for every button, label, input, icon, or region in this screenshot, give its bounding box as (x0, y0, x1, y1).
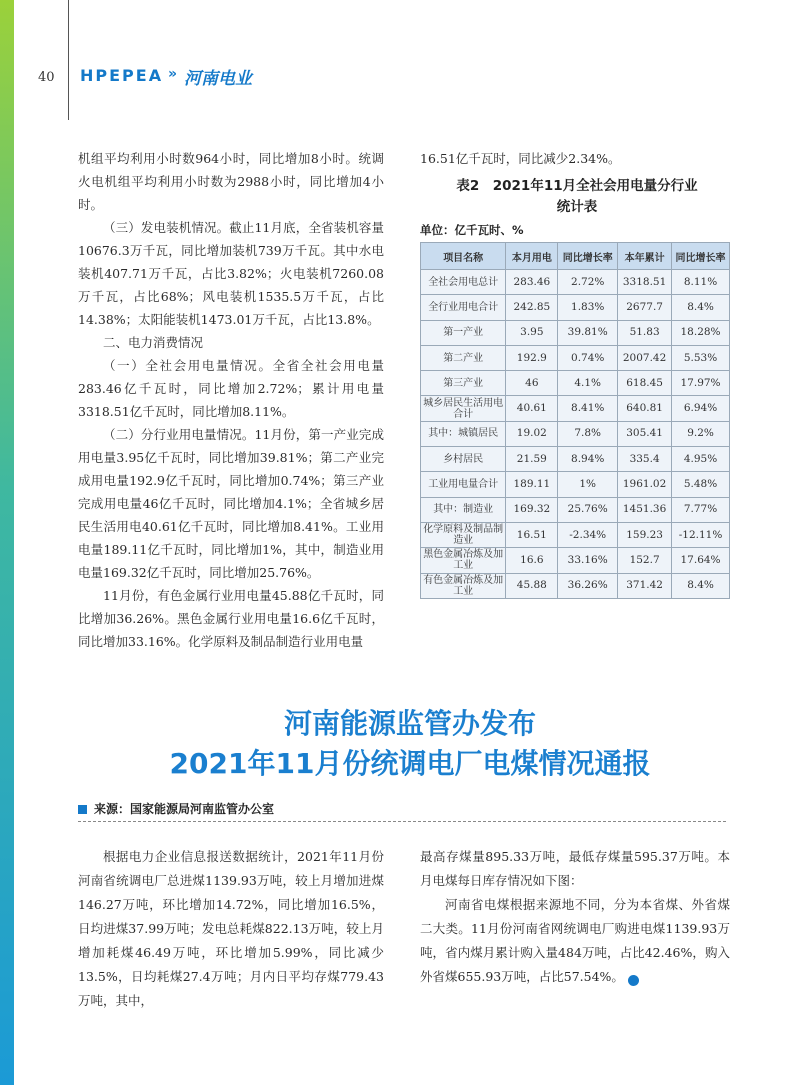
table-cell: 33.16% (558, 548, 618, 573)
brand-separator: » (168, 66, 178, 82)
article-right-column (420, 845, 730, 989)
paragraph: （二）分行业用电量情况。11月份，第一产业完成用电量3.95亿千瓦时，同比增加39.81%；第二产业完成用电量192.9亿千瓦时，同比增加0.74%；第三产业完成用电量46亿千瓦时，同比增加4.1%；全省城乡居民生活用电40.61亿千瓦时，同比增加8.41%。工业用电量189.11亿千瓦时，同比增加1%，其中，制造业用电量169.32亿千瓦时，同比增加25.76%。 (78, 427, 384, 580)
magazine-name: 河南电业 (184, 69, 252, 89)
column-header: 同比增长率 (558, 243, 618, 270)
table-row (421, 270, 730, 295)
table-cell: 159.23 (618, 522, 672, 547)
header-divider (68, 0, 69, 120)
table-cell: 16.51 (506, 522, 558, 547)
table-cell: 1.83% (558, 295, 618, 320)
dashed-divider (78, 821, 726, 822)
table-cell: 18.28% (672, 320, 730, 345)
article-left-column (78, 845, 384, 1013)
table-cell: 335.4 (618, 447, 672, 472)
table-row (421, 421, 730, 446)
table-cell: 1451.36 (618, 497, 672, 522)
table-cell: 0.74% (558, 345, 618, 370)
table-cell: 25.76% (558, 497, 618, 522)
table-cell: 40.61 (506, 396, 558, 421)
table-row (421, 548, 730, 573)
table-cell: 305.41 (618, 421, 672, 446)
table-cell: 21.59 (506, 447, 558, 472)
table-cell: 371.42 (618, 573, 672, 598)
paragraph: 11月份，有色金属行业用电量45.88亿千瓦时，同比增加36.26%。黑色金属行业用电量16.6亿千瓦时，同比增加33.16%。化学原料及制品制造行业用电量 (78, 588, 384, 649)
table-cell: 8.4% (672, 295, 730, 320)
table-cell: 242.85 (506, 295, 558, 320)
table-cell: 2.72% (558, 270, 618, 295)
row-label: 全行业用电合计 (421, 295, 506, 320)
paragraph: （三）发电装机情况。截止11月底，全省装机容量10676.3万千瓦，同比增加装机739万千瓦。其中水电装机407.71万千瓦，占比3.82%；火电装机7260.08万千瓦，占比68%；风电装机1535.5万千瓦，占比14.38%；太阳能装机1473.01万千瓦，占比13.8%。 (78, 220, 384, 327)
table-cell: 2007.42 (618, 345, 672, 370)
table-cell: 5.48% (672, 472, 730, 497)
table-header-row (421, 243, 730, 270)
row-label: 城乡居民生活用电合计 (421, 396, 506, 421)
table-row (421, 497, 730, 522)
end-mark-icon: 电 (628, 975, 639, 986)
table-title (418, 176, 736, 218)
table-cell: 6.94% (672, 396, 730, 421)
table-unit: 单位：亿千瓦时、% (420, 223, 524, 237)
table-row (421, 472, 730, 497)
brand-logo: HPEPEA (80, 66, 164, 85)
page-number: 40 (38, 70, 55, 85)
table-row (421, 522, 730, 547)
table-cell: 3.95 (506, 320, 558, 345)
table-cell: 1961.02 (618, 472, 672, 497)
row-label: 其中：城镇居民 (421, 421, 506, 446)
table-cell: 4.1% (558, 371, 618, 396)
row-label: 其中：制造业 (421, 497, 506, 522)
table-cell: 640.81 (618, 396, 672, 421)
right-column-continuation (420, 147, 730, 170)
table-cell: 3318.51 (618, 270, 672, 295)
table-row (421, 447, 730, 472)
table-cell: 7.77% (672, 497, 730, 522)
paragraph-text: 河南省电煤根据来源地不同，分为本省煤、外省煤二大类。11月份河南省网统调电厂购进电煤1139.93万吨，省内煤月累计购入量484万吨，占比42.46%，购入外省煤655.93万吨，占比57.54%。 (420, 897, 730, 984)
paragraph (420, 893, 730, 989)
table-cell: 8.11% (672, 270, 730, 295)
table-cell: 17.64% (672, 548, 730, 573)
table-cell: 39.81% (558, 320, 618, 345)
table-cell: 152.7 (618, 548, 672, 573)
table-cell: 2677.7 (618, 295, 672, 320)
table-cell: 46 (506, 371, 558, 396)
column-header: 本年累计 (618, 243, 672, 270)
table-cell: 36.26% (558, 573, 618, 598)
row-label: 化学原料及制品制造业 (421, 522, 506, 547)
row-label: 第一产业 (421, 320, 506, 345)
table-cell: 4.95% (672, 447, 730, 472)
table-row (421, 573, 730, 598)
table-cell: 7.8% (558, 421, 618, 446)
table-row (421, 320, 730, 345)
table-cell: 189.11 (506, 472, 558, 497)
table-cell: 9.2% (672, 421, 730, 446)
table-row (421, 371, 730, 396)
paragraph: 机组平均利用小时数964小时，同比增加8小时。统调火电机组平均利用小时数为2988小时，同比增加4小时。 (78, 151, 384, 212)
table-cell: 5.53% (672, 345, 730, 370)
table-title-line: 表2 2021年11月全社会用电量分行业 (456, 178, 698, 194)
table-cell: 19.02 (506, 421, 558, 446)
table-cell: 8.94% (558, 447, 618, 472)
table-cell: 1% (558, 472, 618, 497)
table-cell: 51.83 (618, 320, 672, 345)
paragraph: （一）全社会用电量情况。全省全社会用电量283.46亿千瓦时，同比增加2.72%；累计用电量3318.51亿千瓦时，同比增加8.11%。 (78, 358, 384, 419)
paragraph: 根据电力企业信息报送数据统计，2021年11月份河南省统调电厂总进煤1139.93万吨，较上月增加进煤146.27万吨，环比增加14.72%，同比增加16.5%，日均进煤37.99万吨；发电总耗煤822.13万吨，较上月增加耗煤46.49万吨，环比增加5.99%，同比减少13.5%，日均耗煤27.4万吨；月内日平均存煤779.43万吨，其中， (78, 849, 384, 1008)
table-title-line: 统计表 (556, 199, 598, 215)
section-heading: 二、电力消费情况 (103, 335, 204, 350)
table-cell: 8.41% (558, 396, 618, 421)
table-cell: 45.88 (506, 573, 558, 598)
left-column-text (78, 147, 384, 653)
row-label: 有色金属冶炼及加工业 (421, 573, 506, 598)
table-cell: 8.4% (672, 573, 730, 598)
article-title-line: 河南能源监管办发布 (283, 707, 536, 740)
column-header: 本月用电 (506, 243, 558, 270)
article-title-line: 2021年11月份统调电厂电煤情况通报 (169, 747, 651, 780)
row-label: 乡村居民 (421, 447, 506, 472)
table-cell: 283.46 (506, 270, 558, 295)
paragraph: 最高存煤量895.33万吨，最低存煤量595.37万吨。本月电煤每日库存情况如下图： (420, 849, 730, 888)
table-cell: 17.97% (672, 371, 730, 396)
row-label: 工业用电量合计 (421, 472, 506, 497)
row-label: 第三产业 (421, 371, 506, 396)
column-header: 同比增长率 (672, 243, 730, 270)
table-row (421, 396, 730, 421)
table-cell: -12.11% (672, 522, 730, 547)
article-source: 来源：国家能源局河南监管办公室 (94, 802, 275, 816)
paragraph: 16.51亿千瓦时，同比减少2.34%。 (420, 151, 621, 166)
row-label: 黑色金属冶炼及加工业 (421, 548, 506, 573)
row-label: 第二产业 (421, 345, 506, 370)
table-cell: 618.45 (618, 371, 672, 396)
row-label: 全社会用电总计 (421, 270, 506, 295)
electricity-stats-table (420, 242, 730, 599)
column-header: 项目名称 (421, 243, 506, 270)
article-title (70, 704, 750, 784)
side-color-bar (0, 0, 14, 1085)
table-row (421, 295, 730, 320)
table-row (421, 345, 730, 370)
table-cell: 16.6 (506, 548, 558, 573)
table-cell: -2.34% (558, 522, 618, 547)
table-cell: 169.32 (506, 497, 558, 522)
table-cell: 192.9 (506, 345, 558, 370)
square-bullet-icon (78, 805, 87, 814)
